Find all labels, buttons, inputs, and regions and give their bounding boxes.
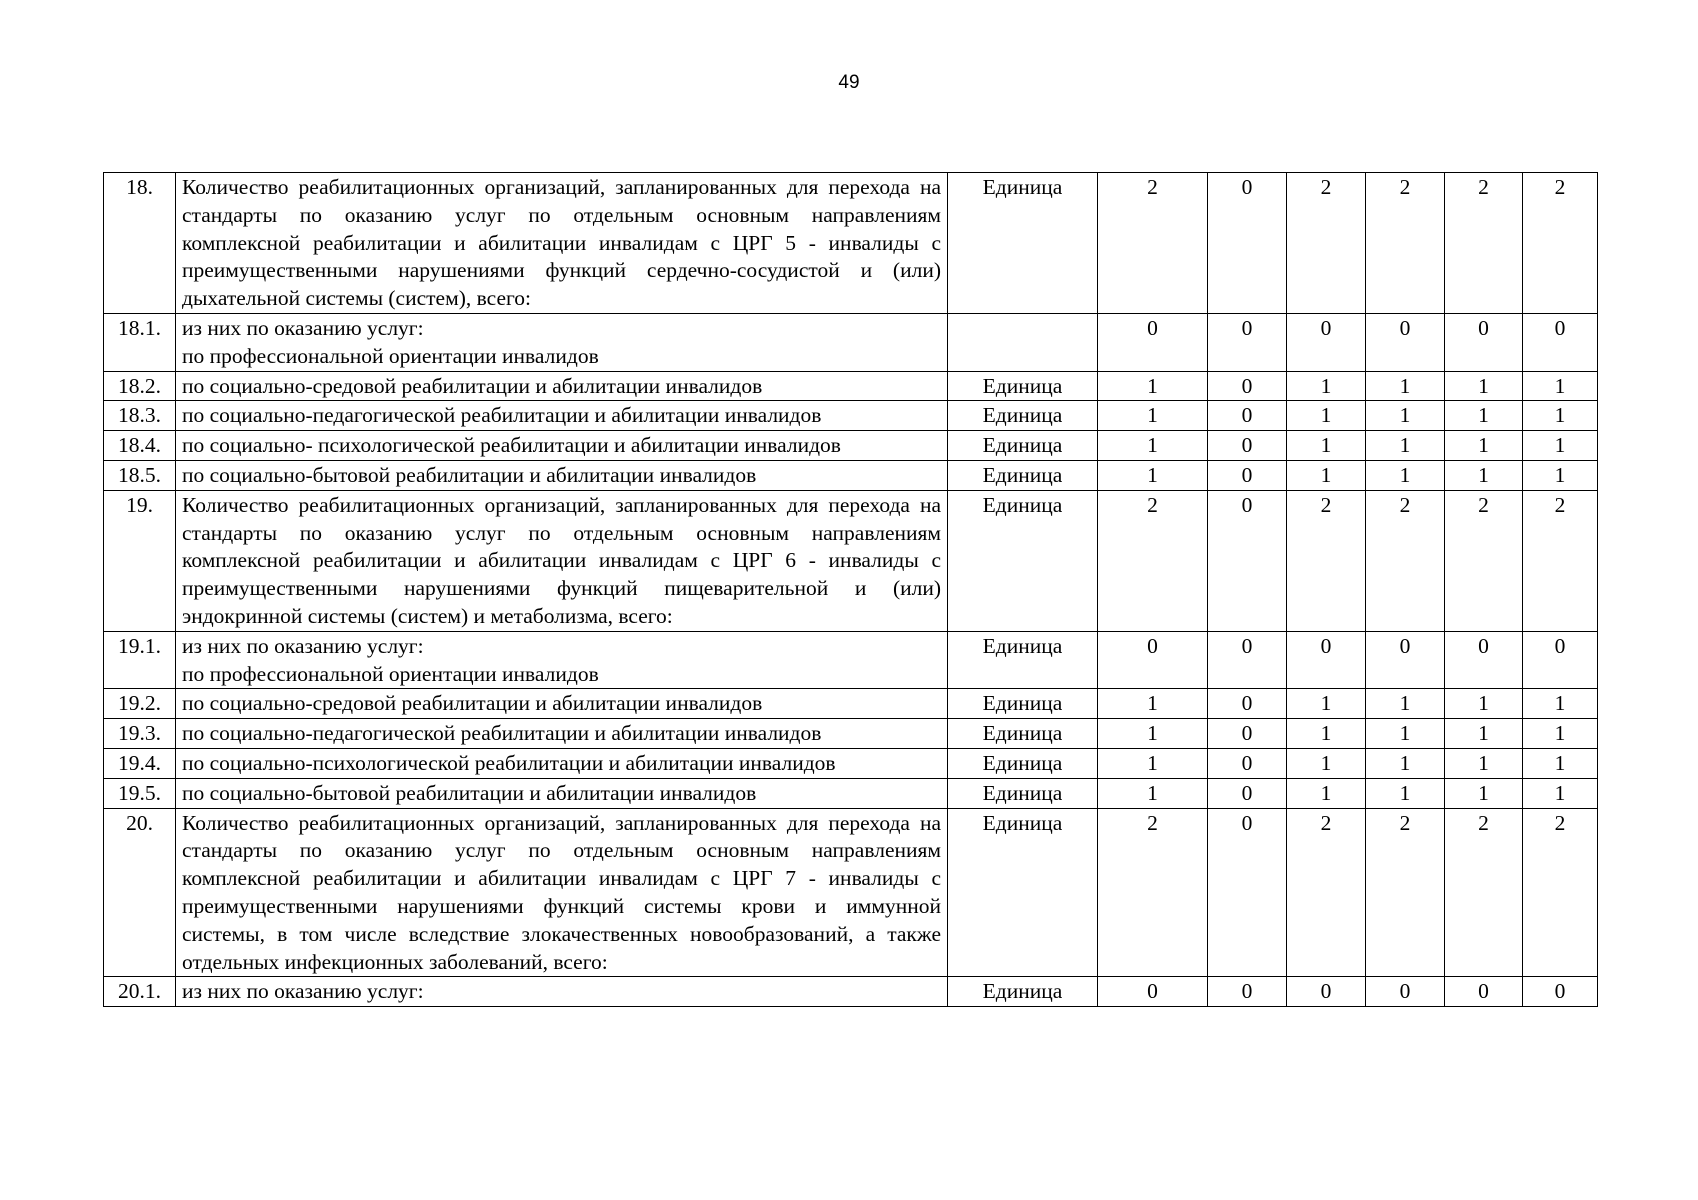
value-cell: 0 — [1208, 977, 1287, 1007]
value-cell: 1 — [1098, 719, 1208, 749]
value-cell: 0 — [1208, 748, 1287, 778]
value-cell: 0 — [1208, 719, 1287, 749]
value-cell: 2 — [1287, 808, 1366, 977]
value-cell: 1 — [1098, 689, 1208, 719]
description-line: по профессиональной ориентации инвалидов — [182, 343, 599, 368]
value-cell: 2 — [1098, 808, 1208, 977]
value-cell: 0 — [1366, 631, 1445, 689]
table-row — [104, 631, 1598, 689]
value-cell: 2 — [1523, 490, 1598, 631]
value-cell: 1 — [1366, 460, 1445, 490]
value-cell: 1 — [1445, 401, 1523, 431]
value-cell: 1 — [1098, 778, 1208, 808]
value-cell: 0 — [1208, 631, 1287, 689]
table-row — [104, 313, 1598, 371]
row-number-cell: 19.2. — [104, 689, 176, 719]
value-cell: 1 — [1287, 431, 1366, 461]
value-cell: 1 — [1098, 401, 1208, 431]
value-cell: 1 — [1523, 689, 1598, 719]
row-number-cell: 18.4. — [104, 431, 176, 461]
table-row — [104, 719, 1598, 749]
description-cell — [176, 313, 948, 371]
description-cell: Количество реабилитационных организаций, запланированных для перехода на стандарты по оказанию услуг по отдельным основным направлениям комплексной реабилитации и абилитации инвалидам с ЦРГ 5 - инвалиды с преимущественными нарушениями функций сердечно-сосудистой и (или) дыхательной системы (систем), всего: — [176, 173, 948, 314]
description-line: из них по оказанию услуг: — [182, 633, 424, 658]
table-row — [104, 689, 1598, 719]
row-number-cell: 18.2. — [104, 371, 176, 401]
value-cell: 1 — [1287, 778, 1366, 808]
table-row — [104, 401, 1598, 431]
value-cell: 0 — [1208, 313, 1287, 371]
description-cell: Количество реабилитационных организаций, запланированных для перехода на стандарты по оказанию услуг по отдельным основным направлениям комплексной реабилитации и абилитации инвалидам с ЦРГ 7 - инвалиды с преимущественными нарушениями функций системы крови и иммунной системы, в том числе вследствие злокачественных новообразований, а также отдельных инфекционных заболеваний, всего: — [176, 808, 948, 977]
unit-cell: Единица — [948, 689, 1098, 719]
value-cell: 0 — [1445, 977, 1523, 1007]
description-cell: по социально-психологической реабилитации и абилитации инвалидов — [176, 748, 948, 778]
value-cell: 0 — [1523, 313, 1598, 371]
value-cell: 1 — [1287, 689, 1366, 719]
value-cell: 0 — [1208, 808, 1287, 977]
value-cell: 1 — [1523, 431, 1598, 461]
value-cell: 0 — [1287, 977, 1366, 1007]
value-cell: 2 — [1445, 808, 1523, 977]
value-cell: 2 — [1445, 173, 1523, 314]
value-cell: 1 — [1523, 371, 1598, 401]
value-cell: 1 — [1366, 431, 1445, 461]
unit-cell — [948, 313, 1098, 371]
value-cell: 0 — [1523, 977, 1598, 1007]
value-cell: 1 — [1445, 778, 1523, 808]
value-cell: 1 — [1098, 748, 1208, 778]
value-cell: 0 — [1287, 631, 1366, 689]
row-number-cell: 20. — [104, 808, 176, 977]
value-cell: 1 — [1287, 460, 1366, 490]
value-cell: 1 — [1523, 401, 1598, 431]
value-cell: 1 — [1098, 431, 1208, 461]
table-row — [104, 490, 1598, 631]
unit-cell: Единица — [948, 778, 1098, 808]
row-number-cell: 19.1. — [104, 631, 176, 689]
table-row — [104, 977, 1598, 1007]
value-cell: 1 — [1445, 371, 1523, 401]
table-row — [104, 778, 1598, 808]
description-cell: по социально-средовой реабилитации и абилитации инвалидов — [176, 371, 948, 401]
unit-cell: Единица — [948, 431, 1098, 461]
value-cell: 2 — [1098, 490, 1208, 631]
row-number-cell: 19.5. — [104, 778, 176, 808]
row-number-cell: 18.5. — [104, 460, 176, 490]
unit-cell: Единица — [948, 808, 1098, 977]
description-cell: по социально-педагогической реабилитации и абилитации инвалидов — [176, 719, 948, 749]
value-cell: 2 — [1523, 808, 1598, 977]
value-cell: 0 — [1366, 977, 1445, 1007]
value-cell: 1 — [1366, 778, 1445, 808]
value-cell: 1 — [1366, 719, 1445, 749]
value-cell: 0 — [1098, 631, 1208, 689]
value-cell: 2 — [1287, 490, 1366, 631]
value-cell: 1 — [1523, 778, 1598, 808]
description-cell: из них по оказанию услуг: — [176, 977, 948, 1007]
value-cell: 1 — [1445, 460, 1523, 490]
table-body — [104, 173, 1598, 1007]
table-row — [104, 808, 1598, 977]
value-cell: 0 — [1098, 977, 1208, 1007]
value-cell: 0 — [1208, 371, 1287, 401]
value-cell: 0 — [1208, 173, 1287, 314]
description-line: по профессиональной ориентации инвалидов — [182, 661, 599, 686]
page-number: 49 — [838, 72, 860, 93]
description-cell: по социально-средовой реабилитации и абилитации инвалидов — [176, 689, 948, 719]
value-cell: 0 — [1445, 631, 1523, 689]
description-cell — [176, 631, 948, 689]
table-row — [104, 371, 1598, 401]
unit-cell: Единица — [948, 173, 1098, 314]
value-cell: 1 — [1445, 719, 1523, 749]
unit-cell: Единица — [948, 631, 1098, 689]
value-cell: 1 — [1366, 401, 1445, 431]
row-number-cell: 20.1. — [104, 977, 176, 1007]
unit-cell: Единица — [948, 977, 1098, 1007]
value-cell: 0 — [1208, 490, 1287, 631]
value-cell: 0 — [1208, 431, 1287, 461]
value-cell: 1 — [1523, 460, 1598, 490]
value-cell: 2 — [1366, 808, 1445, 977]
value-cell: 0 — [1366, 313, 1445, 371]
value-cell: 1 — [1523, 748, 1598, 778]
value-cell: 0 — [1287, 313, 1366, 371]
value-cell: 2 — [1098, 173, 1208, 314]
row-number-cell: 19. — [104, 490, 176, 631]
value-cell: 1 — [1366, 371, 1445, 401]
description-cell: по социально-бытовой реабилитации и абилитации инвалидов — [176, 778, 948, 808]
row-number-cell: 18.3. — [104, 401, 176, 431]
unit-cell: Единица — [948, 748, 1098, 778]
value-cell: 1 — [1445, 748, 1523, 778]
unit-cell: Единица — [948, 401, 1098, 431]
value-cell: 0 — [1208, 689, 1287, 719]
row-number-cell: 18. — [104, 173, 176, 314]
value-cell: 1 — [1098, 460, 1208, 490]
unit-cell: Единица — [948, 490, 1098, 631]
value-cell: 0 — [1098, 313, 1208, 371]
unit-cell: Единица — [948, 460, 1098, 490]
table-row — [104, 173, 1598, 314]
description-cell: по социально- психологической реабилитации и абилитации инвалидов — [176, 431, 948, 461]
unit-cell: Единица — [948, 719, 1098, 749]
value-cell: 0 — [1445, 313, 1523, 371]
table-row — [104, 748, 1598, 778]
value-cell: 1 — [1098, 371, 1208, 401]
table-row — [104, 460, 1598, 490]
value-cell: 0 — [1208, 401, 1287, 431]
value-cell: 0 — [1208, 460, 1287, 490]
value-cell: 1 — [1287, 401, 1366, 431]
value-cell: 1 — [1287, 719, 1366, 749]
description-line: из них по оказанию услуг: — [182, 315, 424, 340]
value-cell: 1 — [1366, 748, 1445, 778]
indicators-table — [103, 172, 1598, 1007]
row-number-cell: 19.3. — [104, 719, 176, 749]
description-cell: Количество реабилитационных организаций, запланированных для перехода на стандарты по оказанию услуг по отдельным основным направлениям комплексной реабилитации и абилитации инвалидам с ЦРГ 6 - инвалиды с преимущественными нарушениями функций пищеварительной и (или) эндокринной системы (систем) и метаболизма, всего: — [176, 490, 948, 631]
table-row — [104, 431, 1598, 461]
value-cell: 1 — [1445, 689, 1523, 719]
value-cell: 1 — [1287, 371, 1366, 401]
row-number-cell: 19.4. — [104, 748, 176, 778]
description-cell: по социально-педагогической реабилитации и абилитации инвалидов — [176, 401, 948, 431]
value-cell: 0 — [1208, 778, 1287, 808]
value-cell: 2 — [1366, 490, 1445, 631]
value-cell: 2 — [1287, 173, 1366, 314]
unit-cell: Единица — [948, 371, 1098, 401]
value-cell: 1 — [1366, 689, 1445, 719]
value-cell: 2 — [1523, 173, 1598, 314]
row-number-cell: 18.1. — [104, 313, 176, 371]
value-cell: 0 — [1523, 631, 1598, 689]
value-cell: 1 — [1523, 719, 1598, 749]
description-cell: по социально-бытовой реабилитации и абилитации инвалидов — [176, 460, 948, 490]
value-cell: 2 — [1445, 490, 1523, 631]
value-cell: 1 — [1445, 431, 1523, 461]
value-cell: 1 — [1287, 748, 1366, 778]
value-cell: 2 — [1366, 173, 1445, 314]
